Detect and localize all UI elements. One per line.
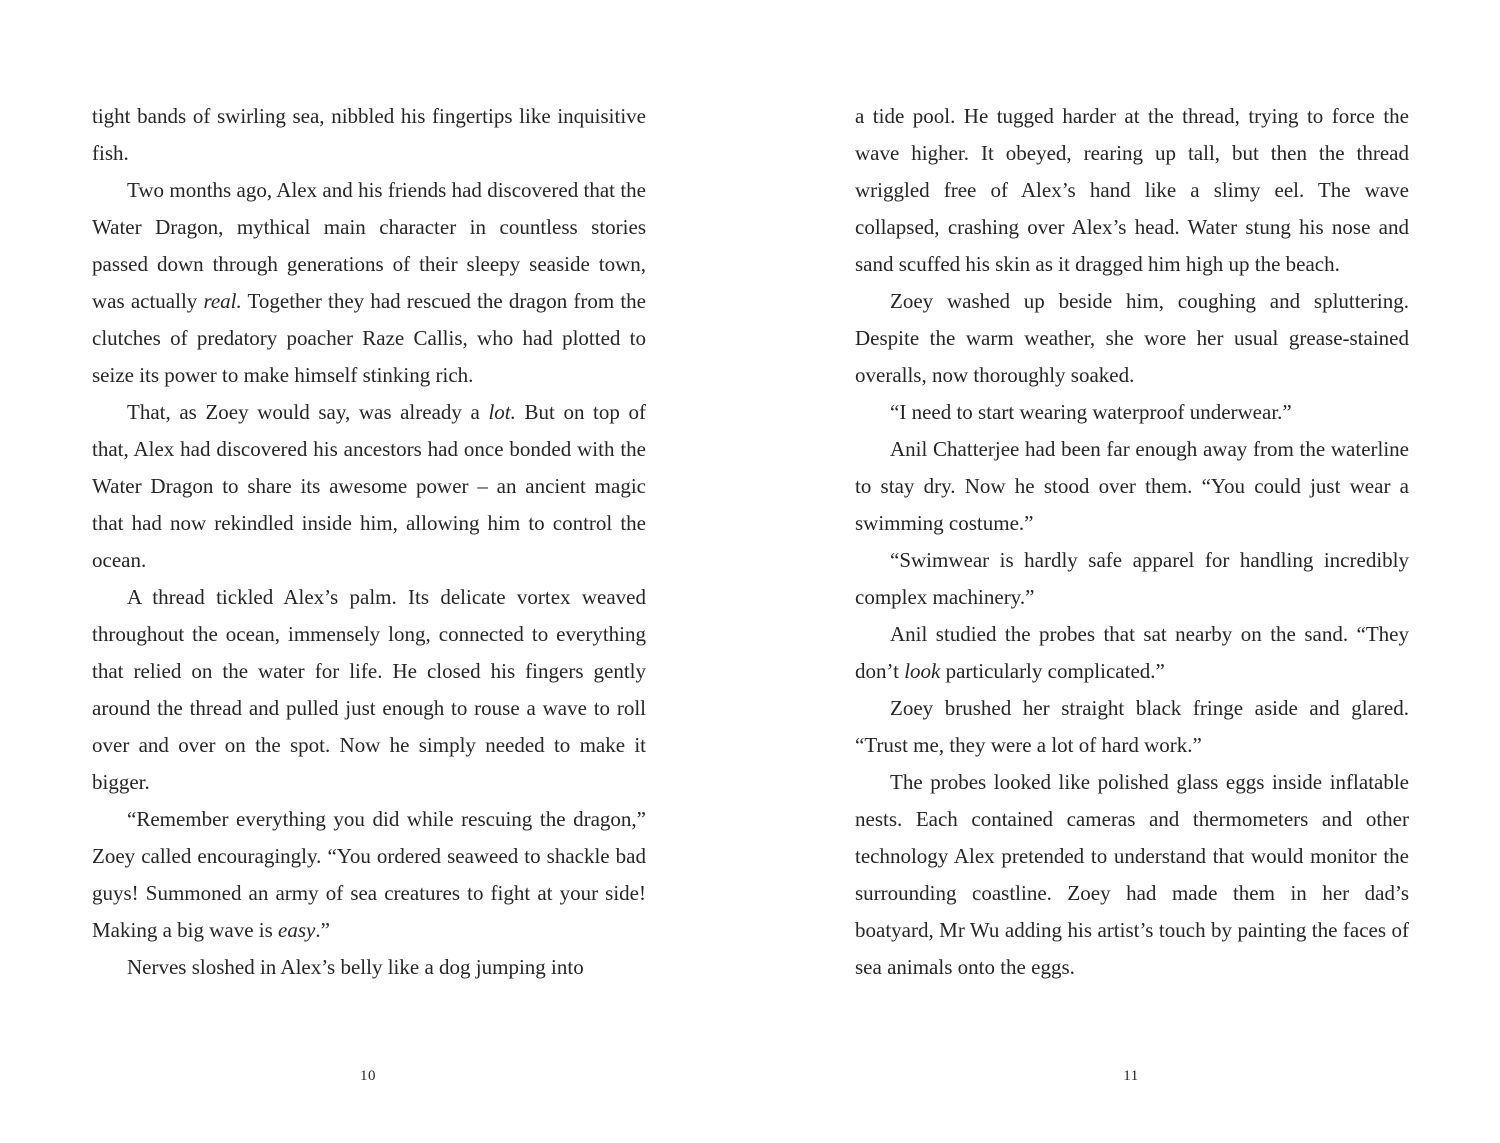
italic-text: look <box>904 659 941 683</box>
paragraph-text: Nerves sloshed in Alex’s belly like a dog jumping into <box>127 955 584 979</box>
paragraph <box>92 801 646 949</box>
paragraph-text: “I need to start wearing waterproof underwear.” <box>890 400 1292 424</box>
paragraph-text: But on top of that, Alex had discovered his ancestors had once bonded with the Water Dragon to share its awesome power – an ancient magic that had now rekindled inside him, allowing him to control the ocean. <box>92 400 647 572</box>
paragraph-text: That, as Zoey would say, was already a <box>127 400 489 424</box>
paragraph <box>855 98 1409 283</box>
paragraph <box>855 394 1409 431</box>
paragraph-text: .” <box>315 918 330 942</box>
paragraph-text: Zoey washed up beside him, coughing and spluttering. Despite the warm weather, she wore her usual grease-stained overalls, now thoroughly soaked. <box>855 289 1409 387</box>
paragraph-text: particularly complicated.” <box>940 659 1165 683</box>
paragraph-text: tight bands of swirling sea, nibbled his fingertips like inquisitive fish. <box>92 104 646 165</box>
right-page-number: 11 <box>1123 1068 1139 1084</box>
paragraph <box>92 394 646 579</box>
paragraph <box>92 579 646 801</box>
left-page-number: 10 <box>360 1068 376 1084</box>
italic-text: easy <box>278 918 316 942</box>
paragraph-text: “Swimwear is hardly safe apparel for handling incredibly complex machinery.” <box>855 548 1409 609</box>
paragraph <box>92 949 646 986</box>
paragraph-text: The probes looked like polished glass eggs inside inflatable nests. Each contained cameras and thermometers and other technology Alex pretended to understand that would monitor the surrounding coastline. Zoey had made them in her dad’s boatyard, Mr Wu adding his artist’s touch by painting the faces of sea animals onto the eggs. <box>855 770 1409 979</box>
paragraph-text: a tide pool. He tugged harder at the thread, trying to force the wave higher. It obeyed, rearing up tall, but then the thread wriggled free of Alex’s hand like a slimy eel. The wave collapsed, crashing over Alex’s head. Water stung his nose and sand scuffed his skin as it dragged him high up the beach. <box>855 104 1409 276</box>
paragraph <box>92 98 646 172</box>
paragraph <box>855 616 1409 690</box>
paragraph-text: Anil Chatterjee had been far enough away from the waterline to stay dry. Now he stood over them. “You could just wear a swimming costume.” <box>855 437 1409 535</box>
paragraph <box>855 764 1409 986</box>
paragraph <box>855 690 1409 764</box>
left-page-body <box>92 98 646 986</box>
paragraph <box>92 172 646 394</box>
paragraph <box>855 283 1409 394</box>
paragraph-text: A thread tickled Alex’s palm. Its delicate vortex weaved throughout the ocean, immensely long, connected to everything that relied on the water for life. He closed his fingers gently around the thread and pulled just enough to rouse a wave to roll over and over on the spot. Now he simply needed to make it bigger. <box>92 585 646 794</box>
paragraph-text: Two months ago, Alex and his friends had discovered that the Water Dragon, mythical main character in countless stories passed down through generations of their sleepy seaside town, was actually <box>92 178 646 313</box>
paragraph-text: Zoey brushed her straight black fringe aside and glared. “Trust me, they were a lot of hard work.” <box>855 696 1409 757</box>
italic-text: real. <box>203 289 242 313</box>
right-page-body <box>855 98 1409 986</box>
paragraph-text: Anil studied the probes that sat nearby on the sand. “They don’t <box>855 622 1409 683</box>
paragraph <box>855 431 1409 542</box>
italic-text: lot. <box>488 400 516 424</box>
paragraph-text: “Remember everything you did while rescuing the dragon,” Zoey called encouragingly. “You ordered seaweed to shackle bad guys! Summoned an army of sea creatures to fight at your side! Making a big wave is <box>92 807 646 942</box>
paragraph <box>855 542 1409 616</box>
paragraph-text: Together they had rescued the dragon from the clutches of predatory poacher Raze Callis, who had plotted to seize its power to make himself stinking rich. <box>92 289 646 387</box>
